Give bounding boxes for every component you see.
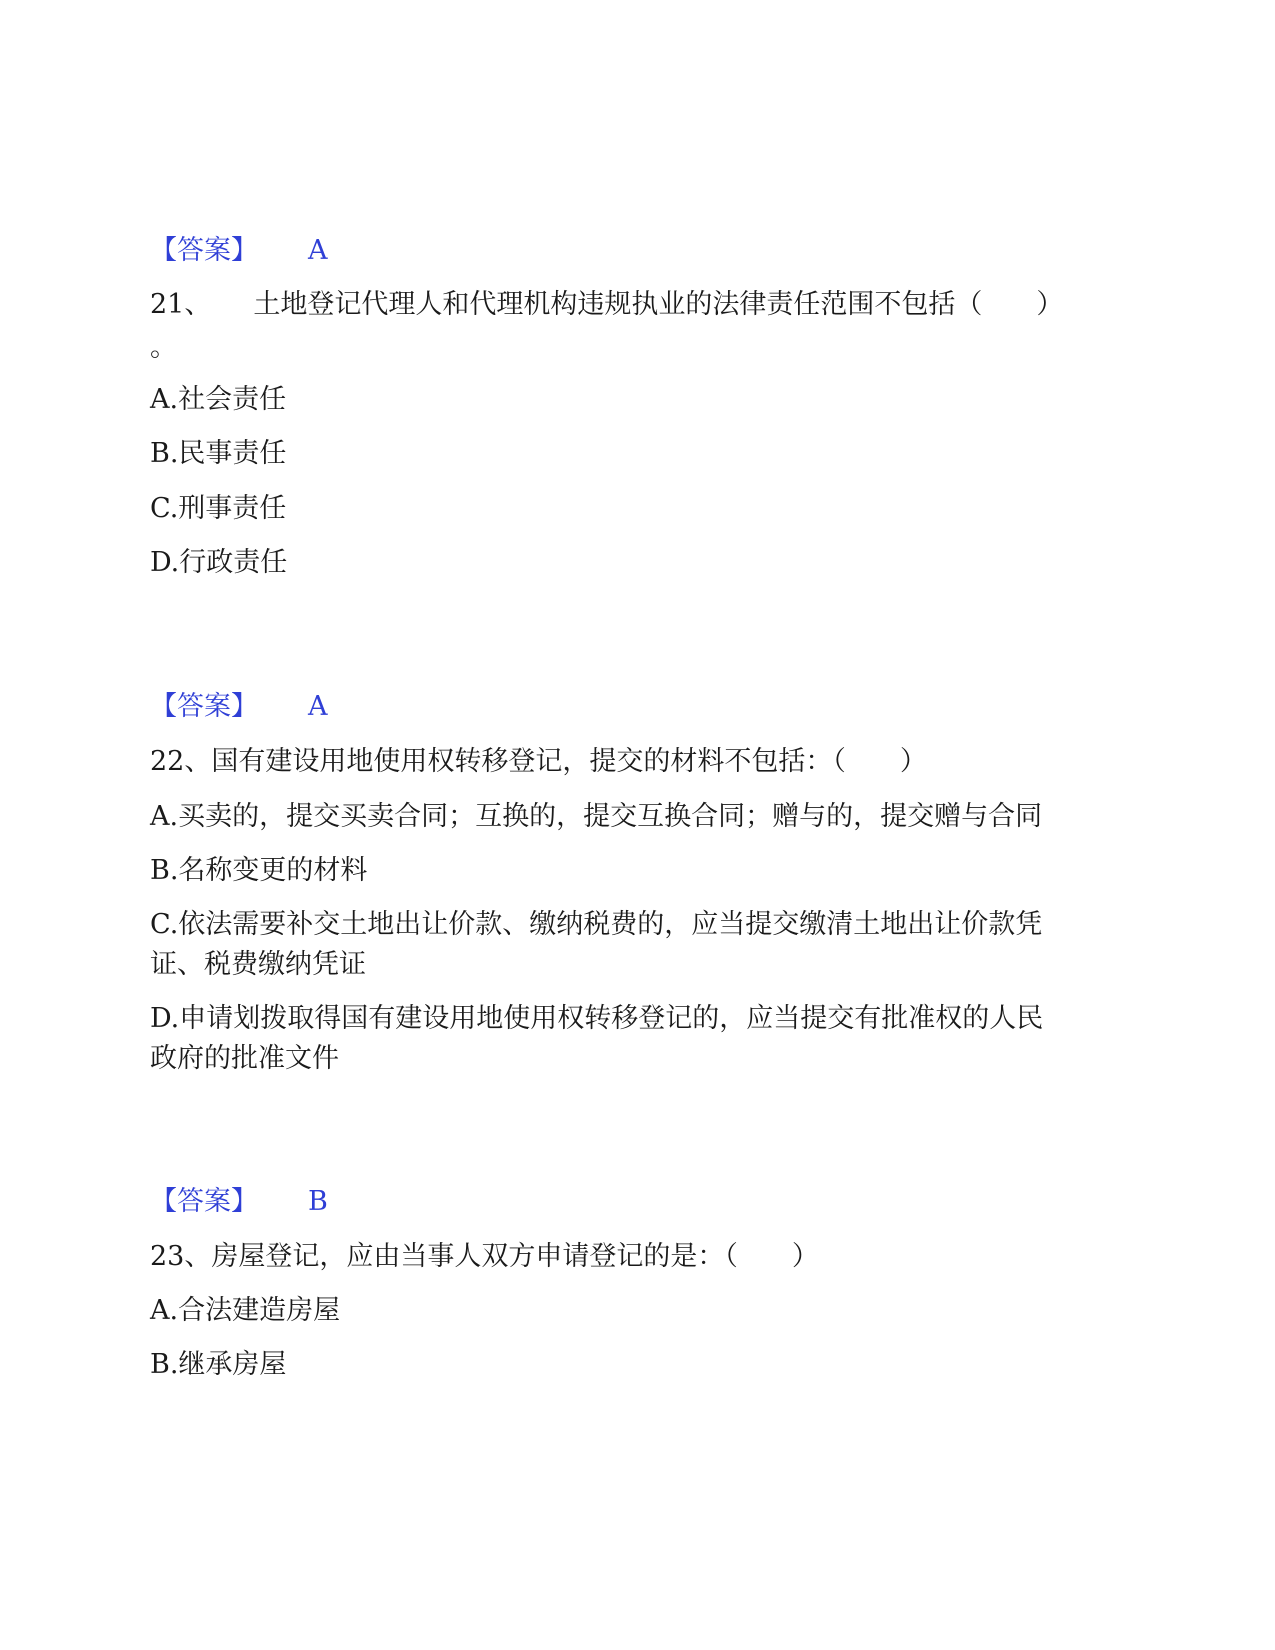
question-21 bbox=[150, 285, 1063, 325]
answer-label: 【答案】 bbox=[150, 1186, 258, 1217]
answer-line-3 bbox=[150, 1182, 328, 1222]
answer-line-2 bbox=[150, 687, 328, 727]
option-22-a: A.买卖的，提交买卖合同；互换的，提交互换合同；赠与的，提交赠与合同 bbox=[150, 801, 1043, 832]
option-21-d: D.行政责任 bbox=[150, 547, 288, 578]
option-22-d: D.申请划拨取得国有建设用地使用权转移登记的，应当提交有批准权的人民 bbox=[150, 1003, 1044, 1034]
question-number: 22、 bbox=[150, 746, 212, 777]
question-text: 国有建设用地使用权转移登记，提交的材料不包括：（ ） bbox=[211, 746, 927, 777]
option-22-c: C.依法需要补交土地出让价款、缴纳税费的，应当提交缴清土地出让价款凭 bbox=[150, 909, 1043, 940]
question-number: 21、 bbox=[150, 289, 212, 320]
option-23-a: A.合法建造房屋 bbox=[150, 1295, 341, 1326]
answer-letter: B bbox=[308, 1186, 328, 1217]
option-21-a: A.社会责任 bbox=[150, 384, 287, 415]
option-23-b: B.继承房屋 bbox=[150, 1349, 287, 1380]
question-22 bbox=[150, 742, 927, 782]
answer-label: 【答案】 bbox=[150, 691, 258, 722]
question-number: 23、 bbox=[150, 1241, 212, 1272]
question-23 bbox=[150, 1237, 819, 1277]
option-21-b: B.民事责任 bbox=[150, 438, 287, 469]
question-21-tail bbox=[150, 328, 177, 368]
question-text: 土地登记代理人和代理机构违规执业的法律责任范围不包括（ ） bbox=[253, 289, 1064, 320]
answer-letter: A bbox=[308, 235, 328, 266]
question-text: 房屋登记，应由当事人双方申请登记的是：（ ） bbox=[211, 1241, 819, 1272]
question-text-tail: 。 bbox=[150, 332, 177, 363]
option-22-d-cont: 政府的批准文件 bbox=[150, 1043, 339, 1074]
answer-label: 【答案】 bbox=[150, 235, 258, 266]
option-22-b: B.名称变更的材料 bbox=[150, 855, 368, 886]
option-21-c: C.刑事责任 bbox=[150, 493, 287, 524]
answer-line-1 bbox=[150, 231, 328, 271]
option-22-c-cont: 证、税费缴纳凭证 bbox=[150, 949, 366, 980]
answer-letter: A bbox=[308, 691, 328, 722]
